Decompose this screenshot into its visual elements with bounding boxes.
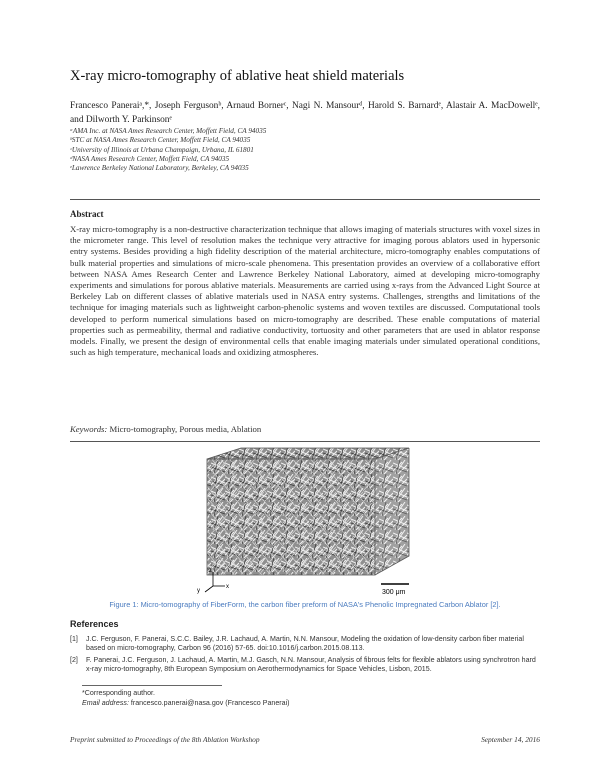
affiliation-list — [70, 127, 266, 173]
tomography-figure — [183, 446, 427, 596]
fiber-overlay — [207, 459, 375, 575]
footer-venue: Preprint submitted to Proceedings of the 8th Ablation Workshop — [70, 735, 260, 744]
footnote — [82, 689, 290, 708]
reference-item — [70, 635, 540, 654]
axis-x-label: x — [226, 584, 229, 590]
keywords-label: Keywords: — [70, 424, 108, 434]
axis-z-label: z — [209, 568, 212, 574]
sample-side-face — [375, 448, 409, 575]
email-label: Email address: — [82, 698, 129, 707]
footnote-divider — [82, 685, 222, 686]
author-list: Francesco Paneraiᵃ,*, Joseph Fergusonᵇ, Arnaud Bornerᶜ, Nagi N. Mansourᵈ, Harold S. Barnardᵉ, Alastair A. MacDowellᵉ, and Dilworth Y. Parkinsonᵉ — [70, 101, 540, 125]
reference-text: F. Panerai, J.C. Ferguson, J. Lachaud, A. Martin, M.J. Gasch, N.N. Mansour, Analysis of fibrous felts for flexible ablators using synchrotron hard x-ray micro-tomography, 8th European Symposium on Aerothermodynamics for Space Vehicles, Lisbon, 2015. — [86, 655, 536, 673]
affiliation: ᵉLawrence Berkeley National Laboratory, Berkeley, CA 94035 — [70, 164, 249, 173]
affiliation: ᵈNASA Ames Research Center, Moffett Field, CA 94035 — [70, 154, 230, 163]
corresponding-author: *Corresponding author. — [82, 689, 155, 697]
axis-y-label: y — [197, 588, 200, 594]
sample-top-face — [207, 448, 409, 459]
keywords-text: Micro-tomography, Porous media, Ablation — [109, 424, 262, 434]
paper-title: X-ray micro-tomography of ablative heat shield materials — [70, 68, 405, 84]
abstract-heading: Abstract — [70, 209, 104, 219]
reference-list — [70, 635, 540, 676]
figure-caption: Figure 1: Micro-tomography of FiberForm, the carbon fiber preform of NASA's Phenolic Impregnated Carbon Ablator [2]. — [109, 600, 501, 609]
reference-item — [70, 656, 540, 675]
reference-text: J.C. Ferguson, F. Panerai, S.C.C. Bailey, J.R. Lachaud, A. Martin, N.N. Mansour, Modeling the oxidation of low-density carbon fiber material based on micro-tomography, Carbon 96 (2016) 57-65. doi:10.1016/j.carbon.2015.08.113. — [86, 635, 524, 653]
keywords-line — [70, 424, 261, 434]
email-address[interactable]: francesco.panerai@nasa.gov (Francesco Panerai) — [130, 698, 290, 707]
scale-label: 300 μm — [382, 589, 406, 596]
page-footer — [70, 735, 540, 744]
references-heading: References — [70, 619, 119, 629]
reference-number: [1] — [70, 635, 78, 643]
affiliation: ᵃAMA Inc. at NASA Ames Research Center, Moffett Field, CA 94035 — [70, 127, 267, 135]
divider-bottom — [70, 441, 540, 442]
affiliation: ᶜUniversity of Illinois at Urbana Champaign, Urbana, IL 61801 — [70, 145, 254, 154]
footer-date: September 14, 2016 — [481, 735, 540, 744]
reference-number: [2] — [70, 655, 78, 664]
email-line — [82, 699, 290, 709]
abstract-text: X-ray micro-tomography is a non-destructive characterization technique that allows imaging of materials structures with voxel sizes in the micrometer range. This level of resolution makes the technique very attractive for imaging porous ablators used in hypersonic entry systems. Besides providing a high fidelity description of the material architecture, micro-tomography enables computations of bulk material properties and simulations of micro-scale phenomena. This presentation provides an overview of a collaborative effort between NASA Ames Research Center and Lawrence Berkeley National Laboratory, aimed at developing micro-tomography experiments and simulations for porous ablative materials. Measurements are carried using x-rays from the Advanced Light Source at Berkeley Lab on different classes of ablative materials used in NASA entry systems. Challenges, strengths and limitations of the technique for imaging materials such as lightweight carbon-phenolic systems and woven textiles are discussed. Computational tools developed to perform numerical simulations based on micro-tomography are described. These enable computations of material properties such as permeability, thermal and radiative conductivity, tortuosity and other parameters that are used in ablator response models. Finally, we present the design of environmental cells that enable imaging materials under simulated operational conditions, such as high temperature, mechanical loads and oxidizing atmospheres. — [70, 224, 540, 358]
affiliation: ᵇSTC at NASA Ames Research Center, Moffett Field, CA 94035 — [70, 136, 251, 145]
divider-top — [70, 199, 540, 200]
